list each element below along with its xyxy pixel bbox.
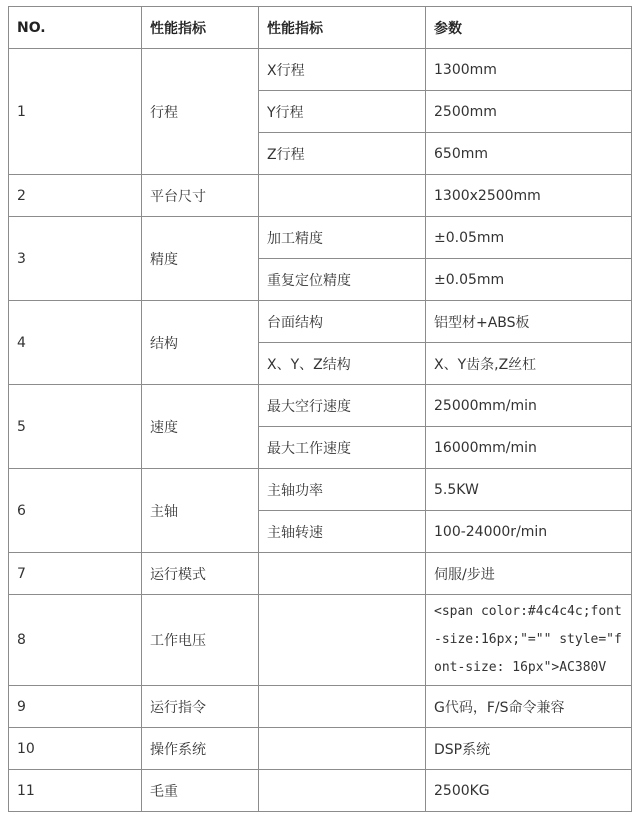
indicator-name: 速度 <box>142 385 259 469</box>
param-value: 伺服/步进 <box>426 553 632 595</box>
indicator-name: 运行指令 <box>142 686 259 728</box>
sub-indicator: X、Y、Z结构 <box>259 343 426 385</box>
row-number: 10 <box>9 728 142 770</box>
table-row <box>9 217 632 259</box>
sub-indicator: 加工精度 <box>259 217 426 259</box>
sub-indicator <box>259 175 426 217</box>
spec-table <box>8 6 632 812</box>
param-value: 5.5KW <box>426 469 632 511</box>
table-row <box>9 595 632 686</box>
sub-indicator: 主轴功率 <box>259 469 426 511</box>
param-value: 2500KG <box>426 770 632 812</box>
sub-indicator: 重复定位精度 <box>259 259 426 301</box>
indicator-name: 运行模式 <box>142 553 259 595</box>
param-value: <span color:#4c4c4c;font-size:16px;"="" style="font-size: 16px">AC380V <box>426 595 632 686</box>
param-value: 100-24000r/min <box>426 511 632 553</box>
param-value: G代码，F/S命令兼容 <box>426 686 632 728</box>
table-row <box>9 686 632 728</box>
row-number: 3 <box>9 217 142 301</box>
indicator-name: 结构 <box>142 301 259 385</box>
sub-indicator: 主轴转速 <box>259 511 426 553</box>
param-value: 16000mm/min <box>426 427 632 469</box>
indicator-name: 平台尺寸 <box>142 175 259 217</box>
sub-indicator <box>259 553 426 595</box>
table-row <box>9 728 632 770</box>
header-no: NO. <box>9 7 142 49</box>
row-number: 6 <box>9 469 142 553</box>
param-value: ±0.05mm <box>426 217 632 259</box>
table-row <box>9 175 632 217</box>
sub-indicator <box>259 728 426 770</box>
row-number: 9 <box>9 686 142 728</box>
param-value: 铝型材+ABS板 <box>426 301 632 343</box>
param-value: DSP系统 <box>426 728 632 770</box>
param-value: 1300x2500mm <box>426 175 632 217</box>
header-param: 参数 <box>426 7 632 49</box>
param-value: 25000mm/min <box>426 385 632 427</box>
table-row <box>9 469 632 511</box>
param-value: ±0.05mm <box>426 259 632 301</box>
indicator-name: 工作电压 <box>142 595 259 686</box>
row-number: 5 <box>9 385 142 469</box>
sub-indicator: 最大空行速度 <box>259 385 426 427</box>
table-row <box>9 385 632 427</box>
sub-indicator <box>259 686 426 728</box>
sub-indicator <box>259 770 426 812</box>
sub-indicator: Z行程 <box>259 133 426 175</box>
table-row <box>9 49 632 91</box>
param-value: 1300mm <box>426 49 632 91</box>
row-number: 2 <box>9 175 142 217</box>
param-value: 2500mm <box>426 91 632 133</box>
sub-indicator: Y行程 <box>259 91 426 133</box>
row-number: 11 <box>9 770 142 812</box>
param-value: X、Y齿条,Z丝杠 <box>426 343 632 385</box>
sub-indicator: X行程 <box>259 49 426 91</box>
indicator-name: 操作系统 <box>142 728 259 770</box>
row-number: 8 <box>9 595 142 686</box>
header-sub-indicator: 性能指标 <box>259 7 426 49</box>
table-row <box>9 553 632 595</box>
sub-indicator: 最大工作速度 <box>259 427 426 469</box>
sub-indicator <box>259 595 426 686</box>
param-value: 650mm <box>426 133 632 175</box>
row-number: 4 <box>9 301 142 385</box>
table-row <box>9 770 632 812</box>
header-indicator: 性能指标 <box>142 7 259 49</box>
header-row <box>9 7 632 49</box>
indicator-name: 行程 <box>142 49 259 175</box>
indicator-name: 精度 <box>142 217 259 301</box>
indicator-name: 主轴 <box>142 469 259 553</box>
table-row <box>9 301 632 343</box>
indicator-name: 毛重 <box>142 770 259 812</box>
row-number: 7 <box>9 553 142 595</box>
sub-indicator: 台面结构 <box>259 301 426 343</box>
row-number: 1 <box>9 49 142 175</box>
